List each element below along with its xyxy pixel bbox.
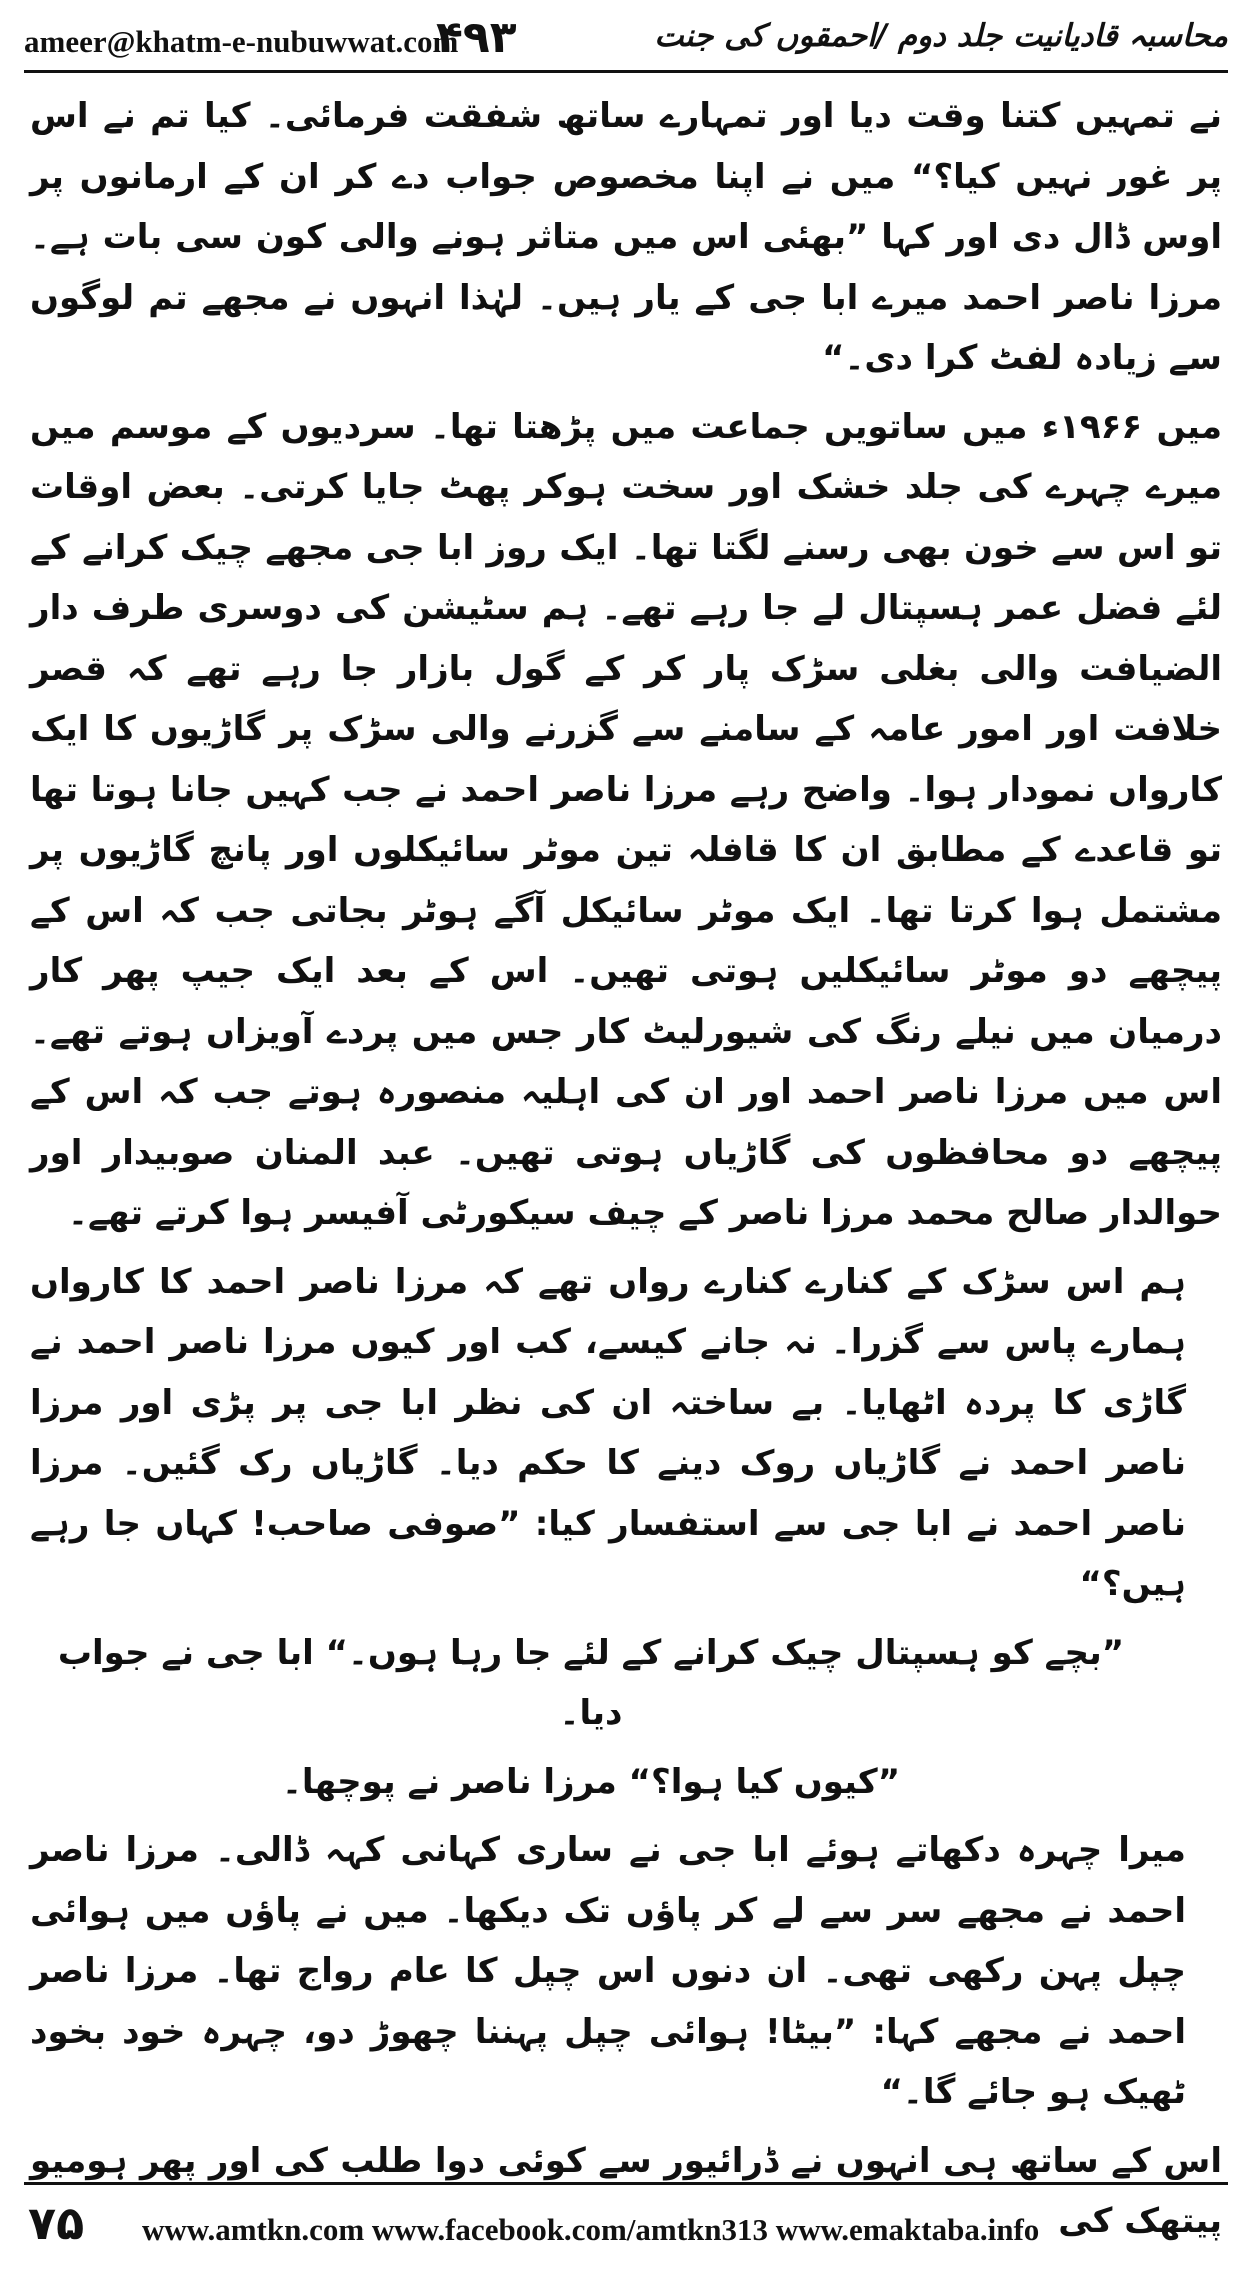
header-book-title: محاسبہ قادیانیت جلد دوم /احمقوں کی جنت [654, 18, 1228, 54]
paragraph-3: ہم اس سڑک کے کنارے کنارے رواں تھے کہ مرزا ناصر احمد کا کارواں ہمارے پاس سے گزرا۔ نہ جانے کیسے، کب اور کیوں مرزا ناصر احمد نے گاڑی کا پردہ اٹھایا۔ بے ساختہ ان کی نظر ابا جی پر پڑی اور مرزا ناصر احمد نے گاڑیاں روک دینے کا حکم دیا۔ گاڑیاں رک گئیں۔ مرزا ناصر احمد نے ابا جی سے استفسار کیا: ”صوفی صاحب! کہاں جا رہے ہیں؟“ [30, 1261, 1186, 1604]
paragraph-1: نے تمہیں کتنا وقت دیا اور تمہارے ساتھ شفقت فرمائی۔ کیا تم نے اس پر غور نہیں کیا؟“ میں نے اپنا مخصوص جواب دے کر ان کے ارمانوں پر اوس ڈال دی اور کہا ”بھئی اس میں متاثر ہونے والی کون سی بات ہے۔ مرزا ناصر احمد میرے ابا جی کے یار ہیں۔ لہٰذا انہوں نے مجھے تم لوگوں سے زیادہ لفٹ کرا دی۔“ [30, 96, 1222, 378]
footer-links: www.amtkn.com www.facebook.com/amtkn313 www.emaktaba.info [142, 2212, 1040, 2247]
paragraph-7: اس کے ساتھ ہی انہوں نے ڈرائیور سے کوئی دوا طلب کی اور پھر ہومیو پیتھک کی [30, 2140, 1222, 2241]
paragraph-6: میرا چہرہ دکھاتے ہوئے ابا جی نے ساری کہانی کہہ ڈالی۔ مرزا ناصر احمد نے مجھے سر سے لے کر پاؤں تک دیکھا۔ میں نے پاؤں میں ہوائی چپل پہن رکھی تھی۔ ان دنوں اس چپل کا عام رواج تھا۔ مرزا ناصر احمد نے مجھے کہا: ”بیٹا! ہوائی چپل پہننا چھوڑ دو، چہرہ خود بخود ٹھیک ہو جائے گا۔“ [30, 1830, 1186, 2112]
page-header [24, 14, 1228, 64]
paragraph-5: ”کیوں کیا ہوا؟“ مرزا ناصر نے پوچھا۔ [281, 1761, 901, 1802]
page-footer [24, 2196, 1228, 2256]
paragraph-4: ”بچے کو ہسپتال چیک کرانے کے لئے جا رہا ہوں۔“ ابا جی نے جواب دیا۔ [57, 1632, 1125, 1733]
header-page-number: ۴۹۳ [436, 12, 517, 63]
footer-divider [24, 2182, 1228, 2185]
footer-page-number: ۷۵ [28, 2196, 85, 2250]
header-divider [24, 70, 1228, 73]
paragraph-2: میں ۱۹۶۶ء میں ساتویں جماعت میں پڑھتا تھا۔ سردیوں کے موسم میں میرے چہرے کی جلد خشک اور سخت ہوکر پھٹ جایا کرتی۔ بعض اوقات تو اس سے خون بھی رسنے لگتا تھا۔ ایک روز ابا جی مجھے چیک کرانے کے لئے فضل عمر ہسپتال لے جا رہے تھے۔ ہم سٹیشن کی دوسری طرف دار الضیافت والی بغلی سڑک پار کر کے گول بازار جا رہے تھے کہ قصر خلافت اور امور عامہ کے سامنے سے گزرنے والی سڑک پر گاڑیوں کا ایک کارواں نمودار ہوا۔ واضح رہے مرزا ناصر احمد نے جب کہیں جانا ہوتا تھا تو قاعدے کے مطابق ان کا قافلہ تین موٹر سائیکلوں اور پانچ گاڑیوں پر مشتمل ہوا کرتا تھا۔ ایک موٹر سائیکل آگے ہوٹر بجاتی جب کہ اس کے پیچھے دو موٹر سائیکلیں ہوتی تھیں۔ اس کے بعد ایک جیپ پھر کار درمیان میں نیلے رنگ کی شیورلیٹ کار جس میں پردے آویزاں ہوتے تھے۔ اس میں مرزا ناصر احمد اور ان کی اہلیہ منصورہ ہوتے جب کہ اس کے پیچھے دو محافظوں کی گاڑیاں ہوتی تھیں۔ عبد المنان صوبیدار اور حوالدار صالح محمد مرزا ناصر کے چیف سیکورٹی آفیسر ہوا کرتے تھے۔ [30, 406, 1222, 1233]
header-email: ameer@khatm-e-nubuwwat.com [24, 24, 459, 59]
